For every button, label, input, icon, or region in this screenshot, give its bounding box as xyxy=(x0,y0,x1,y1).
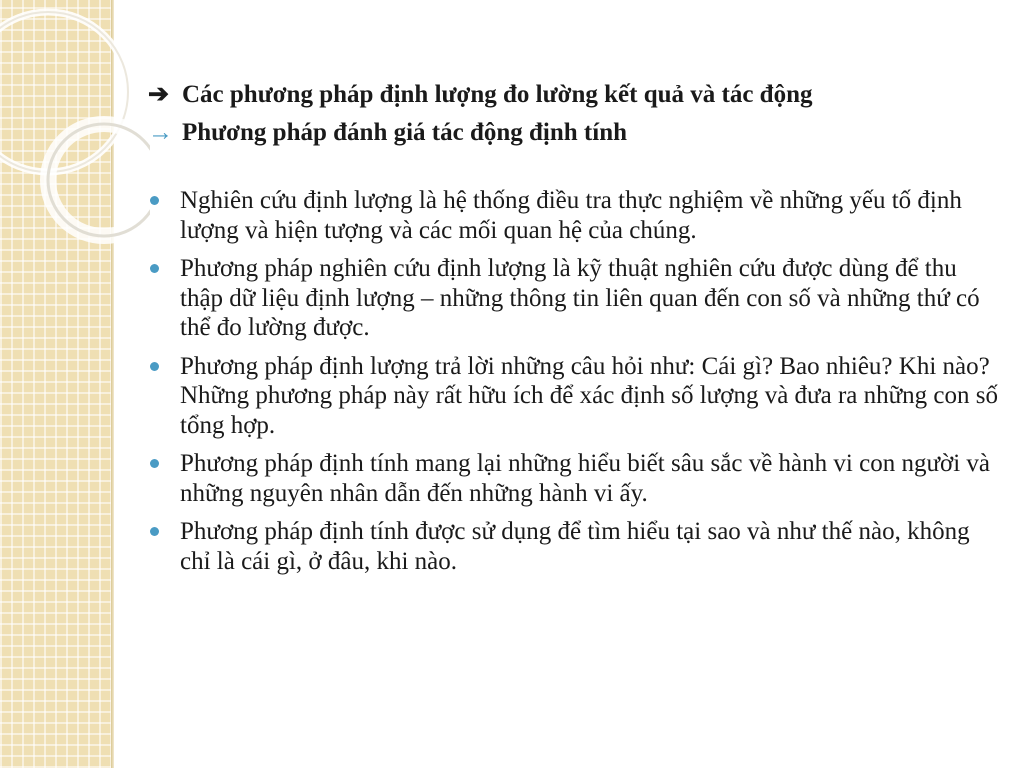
bullet-item xyxy=(148,517,998,576)
bullet-text: Nghiên cứu định lượng là hệ thống điều tra thực nghiệm về những yếu tố định lượng và hiện tượng và các mối quan hệ của chúng. xyxy=(180,187,962,244)
heading-secondary-text: Phương pháp đánh giá tác động định tính xyxy=(182,119,628,146)
bullet-item xyxy=(148,254,998,343)
bullet-item xyxy=(148,352,998,441)
bullet-text: Phương pháp định tính mang lại những hiểu biết sâu sắc về hành vi con người và những nguyên nhân dẫn đến những hành vi ấy. xyxy=(180,450,991,507)
decorative-rings xyxy=(0,0,150,260)
bullet-list xyxy=(148,186,998,576)
bullet-item xyxy=(148,186,998,245)
bullet-text: Phương pháp định tính được sử dụng để tìm hiểu tại sao và như thế nào, không chỉ là cái gì, ở đâu, khi nào. xyxy=(180,518,970,575)
bullet-item xyxy=(148,449,998,508)
bullet-text: Phương pháp nghiên cứu định lượng là kỹ thuật nghiên cứu được dùng để thu thập dữ liệu định lượng – những thông tin liên quan đến con số và những thứ có thể đo lường được. xyxy=(180,255,980,341)
bullet-icon xyxy=(150,459,159,468)
bullet-icon xyxy=(150,527,159,536)
heading-secondary xyxy=(148,114,998,152)
bullet-icon xyxy=(150,196,159,205)
heading-primary-text: Các phương pháp định lượng đo lường kết quả và tác động xyxy=(182,81,813,108)
bullet-icon xyxy=(150,264,159,273)
slide-content xyxy=(148,76,998,585)
bullet-icon xyxy=(150,362,159,371)
arrow-right-icon: → xyxy=(148,119,173,146)
arrow-right-icon: ➔ xyxy=(148,81,169,108)
bullet-text: Phương pháp định lượng trả lời những câu hỏi như: Cái gì? Bao nhiêu? Khi nào? Những phương pháp này rất hữu ích để xác định số lượng và đưa ra những con số tổng hợp. xyxy=(180,352,998,439)
heading-primary xyxy=(148,76,998,114)
